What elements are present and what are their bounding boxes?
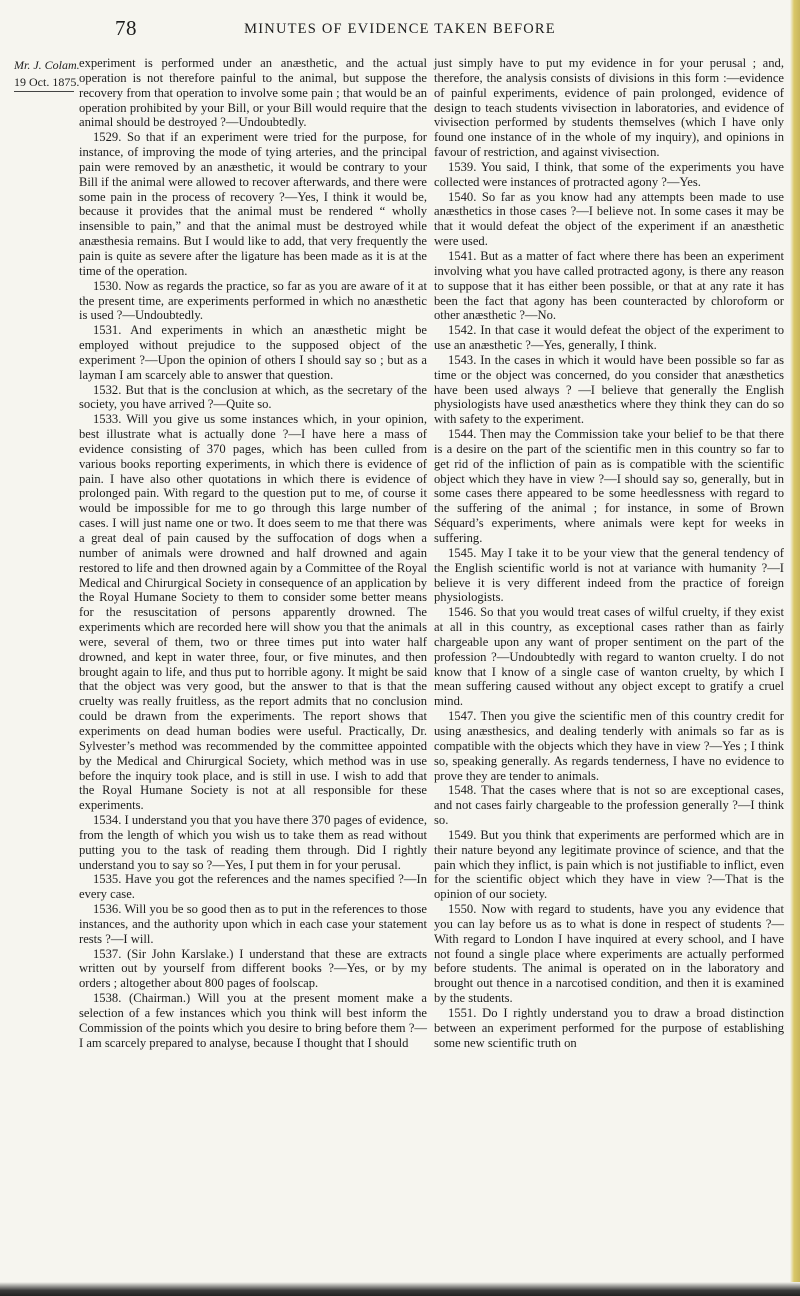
paragraph: 1545. May I take it to be your view that the general tendency of the English scientific world is not at variance with humanity ?—I believe it is very different indeed from the practice of foreign physiologists. <box>434 545 784 605</box>
paragraph: 1530. Now as regards the practice, so far as you are aware of it at the present time, are experiments performed in which no anæsthetic is used ?—Undoubtedly. <box>79 278 427 323</box>
paragraph: 1550. Now with regard to students, have you any evidence that you can lay before us as to what is done in respect of students ?—With regard to London I have inquired at every school, and I have not found a single place where experiments are actually performed before students. The animal is operated on in the laboratory and brought out thence in a narcotised condition, and then it is examined by the students. <box>434 902 784 1006</box>
paragraph: 1544. Then may the Commission take your belief to be that there is a desire on the part of the scientific men in this country so far to get rid of the infliction of pain as is compatible with the scientific object which they have in view ?—I should say so, generally, but in some cases there appeared to be some heedlessness with regard to the suffering of the animal ; for instance, in some of Brown Séquard’s experiments, where animals were kept for weeks in suffering. <box>434 427 784 545</box>
session-date: 19 Oct. 1875. <box>14 75 80 89</box>
paragraph: 1551. Do I rightly understand you to draw a broad distinction between an experiment performed for the purpose of establishing some new scientific truth on <box>434 1006 784 1050</box>
paragraph: 1533. Will you give us some instances which, in your opinion, best illustrate what is actually done ?—I have here a mass of evidence consisting of 370 pages, which has been culled from various books reporting experiments, in which there is evidence of pain. I have also other quotations in which there is evidence of prolonged pain. With regard to the question put to me, of course it would be impossible for me to go through this large number of cases. I will just name one or two. It does seem to me that there was a great deal of pain caused by the suffocation of dogs when a number of animals were drowned and half drowned and again restored to life and then drowned again by a Committee of the Royal Medical and Chirurgical Society in consequence of an application by the Royal Humane Society to them to consider some better means for the resuscitation of persons apparently drowned. The experiments which are recorded here will show you that the animals were, several of them, two or three times put into water half drowned, and kept in water three, four, or five minutes, and then brought again to life, and thus put to horrible agony. It might be said that the object was very good, but the answer to that is that the cruelty was really fruitless, as the report admits that no conclusion could be drawn from the experiments. The report shows that experiments on dead human bodies were useful. Practically, Dr. Sylvester’s method was recommended by the committee appointed by the Medical and Chirurgical Society, which method was in use before the inquiry took place, and is still in use. I wish to add that the Royal Humane Society is not at all responsible for these experiments. <box>79 412 427 813</box>
paragraph: 1534. I understand you that you have there 370 pages of evidence, from the length of which you wish us to take them as read without putting you to the task of reading them through. Did I rightly understand you to say so ?—Yes, I put them in for your perusal. <box>79 813 427 872</box>
left-column <box>79 56 427 1051</box>
paragraph: just simply have to put my evidence in for your perusal ; and, therefore, the analysis consists of divisions in this form :—evidence of painful experiments, evidence of pain prolonged, evidence of design to teach students vivisection in laboratories, and evidence of vivisection performed by students themselves (which I have only found one instance of in the whole of my inquiry), and opinions in favour of restriction, and against vivisection. <box>434 56 784 160</box>
paragraph: 1543. In the cases in which it would have been possible so far as time or the object was concerned, do you consider that anæsthetics have been used always ? —I believe that generally the English physiologists have used anæsthetics where they think they can do so with safety to the experiment. <box>434 352 784 427</box>
paragraph: 1547. Then you give the scientific men of this country credit for using anæsthesics, and dealing tenderly with animals so far as is compatible with the objects which they have in view ?—Yes ; I think so, speaking generally. As regards tenderness, I have no evidence to prove they are tender to animals. <box>434 709 784 783</box>
page-number: 78 <box>115 16 137 40</box>
paragraph: 1539. You said, I think, that some of the experiments you have collected were instances of protracted agony ?—Yes. <box>434 159 784 189</box>
running-head: MINUTES OF EVIDENCE TAKEN BEFORE <box>244 21 556 37</box>
paragraph: 1542. In that case it would defeat the object of the experiment to use an anæsthetic ?—Yes, generally, I think. <box>434 323 784 353</box>
paragraph: 1549. But you think that experiments are performed which are in their nature beyond any legitimate province of science, and that the pain which they inflict, is pain which is not justifiable to inflict, even for the scientific object which they have in view ?—That is the opinion of our society. <box>434 827 784 902</box>
paragraph: 1540. So far as you know had any attempts been made to use anæsthetics in those cases ?—I believe not. In some cases it may be that it would defeat the object of the experiment if an anæsthetic were used. <box>434 189 784 249</box>
paragraph: experiment is performed under an anæsthetic, and the actual operation is not therefore painful to the animal, but suppose the recovery from that operation to involve some pain ; that would be an operation prohibited by your Bill, or your Bill would require that the animal should be destroyed ?—Undoubtedly. <box>79 56 427 130</box>
paragraph: 1536. Will you be so good then as to put in the references to those instances, and the authority upon which in each case your statement rests ?—I will. <box>79 902 427 946</box>
right-column <box>434 56 784 1051</box>
paragraph: 1538. (Chairman.) Will you at the present moment make a selection of a few instances which you think will best inform the Commission of the points which you desire to bring before them ?—I am scarcely prepared to analyse, because I thought that I should <box>79 991 427 1050</box>
paragraph: 1546. So that you would treat cases of wilful cruelty, if they exist at all in this country, as exceptional cases rather than as fairly chargeable upon any want of proper sentiment on the part of the profession ?—Undoubtedly with regard to wanton cruelty. I do not know that I know of a single case of wanton cruelty, by which I mean suffering caused without any object except to gratify a cruel mind. <box>434 605 784 709</box>
page-edge <box>790 0 800 1296</box>
margin-rule <box>14 91 74 92</box>
paragraph: 1535. Have you got the references and the names specified ?—In every case. <box>79 872 427 902</box>
paragraph: 1532. But that is the conclusion at which, as the secretary of the society, you have arrived ?—Quite so. <box>79 382 427 412</box>
paragraph: 1531. And experiments in which an anæsthetic might be employed without prejudice to the supposed object of the experiment ?—Upon the opinion of others I should say so ; but as a layman I am scarcely able to answer that question. <box>79 323 427 382</box>
page-header <box>0 14 800 44</box>
paragraph: 1541. But as a matter of fact where there has been an experiment involving what you have called protracted agony, is there any reason to suppose that it has either been possible, or that at any rate it has been the fact that agony has been counteracted by chloroform or other anæsthetic ?—No. <box>434 248 784 323</box>
paragraph: 1529. So that if an experiment were tried for the purpose, for instance, of improving the mode of tying arteries, and the principal pain were removed by an anæsthetic, it would be contrary to your Bill if the animal were allowed to recover afterwards, and there were some pain in the process of recovery ?—Yes, I think it would be, because it provides that the animal must be rendered “ wholly insensible to pain,” and that the animal must be destroyed while anæsthesia remains. But I would like to add, that very frequently the pain is quite as severe after the ligature has been made as it is at the time of the operation. <box>79 130 427 278</box>
paragraph: 1537. (Sir John Karslake.) I understand that these are extracts written out by yourself from different books ?—Yes, or by my orders ; altogether about 800 pages of foolscap. <box>79 946 427 991</box>
witness-name: Mr. J. Colam. <box>14 58 80 72</box>
page-bottom-edge <box>0 1282 800 1296</box>
paragraph: 1548. That the cases where that is not so are exceptional cases, and not cases fairly chargeable to the profession generally ?—I think so. <box>434 783 784 828</box>
